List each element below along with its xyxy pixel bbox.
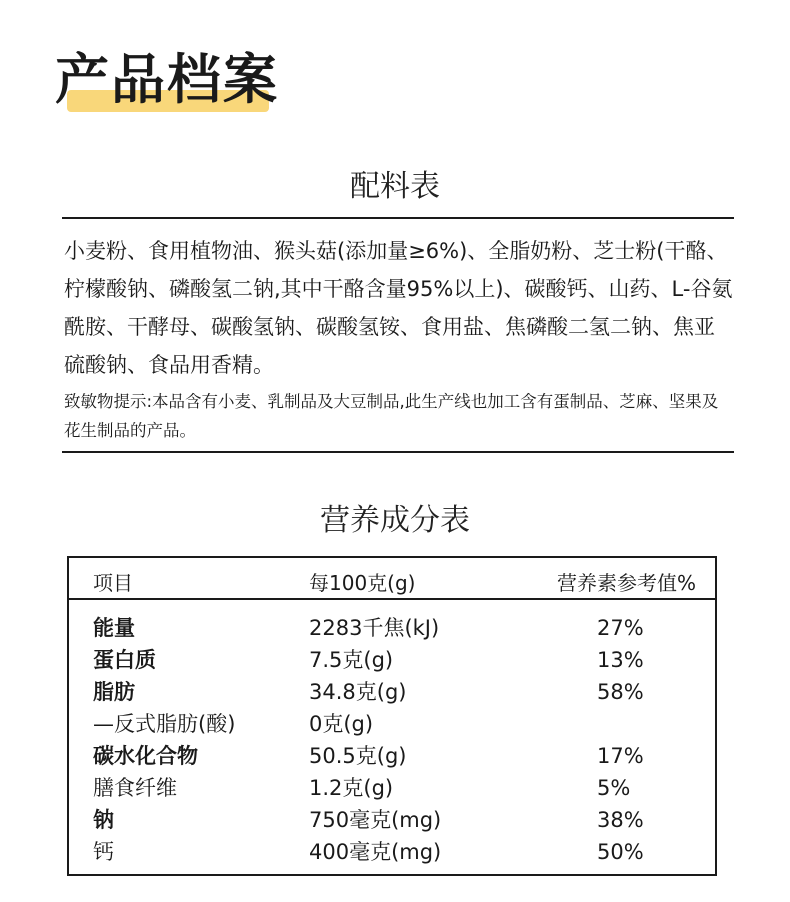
row-amount: 34.8克(g): [309, 680, 407, 704]
table-row: [69, 708, 715, 740]
nutrition-table: [67, 556, 717, 876]
ingredients-top-rule: [62, 217, 734, 219]
table-row: [69, 836, 715, 868]
row-item: —反式脂肪(酸): [93, 712, 236, 736]
row-amount: 2283千焦(kJ): [309, 616, 440, 640]
row-nrv: 5%: [597, 776, 631, 800]
table-row: [69, 676, 715, 708]
row-amount: 1.2克(g): [309, 776, 394, 800]
row-amount: 400毫克(mg): [309, 840, 442, 864]
page-title-block: [55, 40, 295, 120]
nutrition-table-header: [69, 558, 715, 600]
page-title: 产品档案: [55, 48, 279, 111]
row-nrv: 58%: [597, 680, 644, 704]
row-amount: 50.5克(g): [309, 744, 407, 768]
row-amount: 750毫克(mg): [309, 808, 442, 832]
table-row: [69, 740, 715, 772]
row-item: 脂肪: [93, 680, 135, 704]
row-nrv: 13%: [597, 648, 644, 672]
table-row: [69, 772, 715, 804]
row-nrv: 38%: [597, 808, 644, 832]
table-row: [69, 644, 715, 676]
row-amount: 0克(g): [309, 712, 374, 736]
row-item: 碳水化合物: [93, 744, 198, 768]
ingredients-text: 小麦粉、食用植物油、猴头菇(添加量≥6%)、全脂奶粉、芝士粉(干酪、柠檬酸钠、磷酸氢二钠,其中干酪含量95%以上)、碳酸钙、山药、L-谷氨酰胺、干酵母、碳酸氢钠、碳酸氢铵、食用盐、焦磷酸二氢二钠、焦亚硫酸钠、食品用香精。: [64, 239, 733, 377]
header-item: 项目: [93, 571, 133, 595]
allergen-notice: 致敏物提示:本品含有小麦、乳制品及大豆制品,此生产线也加工含有蛋制品、芝麻、坚果及花生制品的产品。: [64, 392, 719, 440]
header-nrv: 营养素参考值%: [557, 571, 697, 595]
row-item: 蛋白质: [93, 648, 156, 672]
row-item: 能量: [93, 616, 135, 640]
header-amount: 每100克(g): [309, 571, 416, 595]
row-item: 膳食纤维: [93, 776, 177, 800]
row-item: 钠: [93, 808, 114, 832]
table-row: [69, 804, 715, 836]
ingredients-title: 配料表: [350, 169, 440, 204]
nutrition-title: 营养成分表: [320, 503, 470, 538]
row-amount: 7.5克(g): [309, 648, 394, 672]
row-nrv: 27%: [597, 616, 644, 640]
row-nrv: 50%: [597, 840, 644, 864]
ingredients-bottom-rule: [62, 451, 734, 453]
row-nrv: 17%: [597, 744, 644, 768]
row-item: 钙: [93, 840, 114, 864]
table-row: [69, 612, 715, 644]
